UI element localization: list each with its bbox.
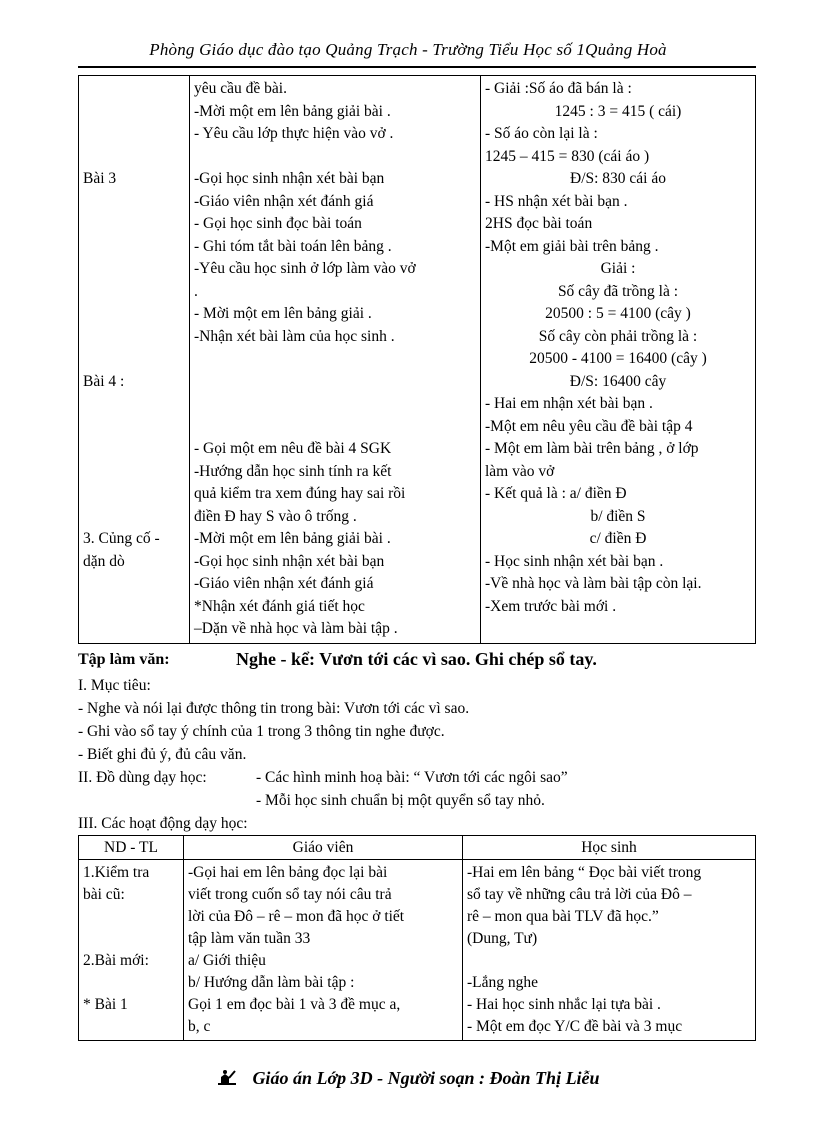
text-line: * Bài 1 (83, 996, 128, 1013)
text-line: Số cây đã trồng là : (557, 282, 679, 300)
text-line: (Dung, Tư) (467, 930, 538, 947)
text-line (194, 146, 476, 169)
text-line (83, 258, 185, 281)
text-line: -Một em giải bài trên bảng . (485, 237, 659, 255)
text-line: -Lắng nghe (467, 974, 539, 991)
student-column (463, 860, 756, 1041)
text-line: Bài 4 : (83, 372, 125, 390)
text-line (467, 950, 751, 972)
text-line: -Gọi học sinh nhận xét bài bạn (194, 552, 385, 570)
objective-item: - Nghe và nói lại được thông tin trong bài: Vươn tới các vì sao. (78, 700, 470, 717)
text-line (83, 213, 185, 236)
section-activities: III. Các hoạt động dạy học: (78, 815, 248, 832)
text-line: - Số áo còn lại là : (485, 125, 598, 142)
text-line: -Một em nêu yêu cầu đề bài tập 4 (485, 417, 693, 435)
materials-heading: II. Đồ dùng dạy học: (78, 769, 207, 786)
text-line: - Kết quả là : a/ điền Đ (485, 485, 627, 502)
text-line: 2HS đọc bài toán (485, 215, 593, 232)
header-cell: Học sinh (463, 836, 756, 860)
text-line: Đ/S: 830 cái áo (570, 170, 666, 187)
text-line (83, 596, 185, 619)
text-line: b/ Hướng dẫn làm bài tập : (188, 974, 355, 991)
text-line: - Yêu cầu lớp thực hiện vào vở . (194, 125, 394, 142)
lesson-title-row (78, 651, 756, 669)
text-line: Giải : (600, 260, 636, 277)
text-line: - Hai học sinh nhắc lại tựa bài . (467, 996, 661, 1013)
text-line: - Giải :Số áo đã bán là : (485, 80, 632, 97)
content-column (79, 860, 184, 1041)
text-line: dặn dò (83, 552, 125, 570)
text-line: –Dặn về nhà học và làm bài tập . (194, 620, 398, 637)
text-line: -Mời một em lên bảng giải bài . (194, 530, 391, 547)
text-line: 2.Bài mới: (83, 952, 149, 969)
text-line: -Nhận xét bài làm của học sinh . (194, 327, 395, 345)
text-line (83, 326, 185, 349)
header-cell: ND - TL (79, 836, 184, 860)
text-line (194, 348, 476, 371)
text-line (83, 101, 185, 124)
text-line: a/ Giới thiệu (188, 952, 266, 969)
text-line (83, 483, 185, 506)
material-item: - Mỗi học sinh chuẩn bị một quyển sổ tay nhỏ. (256, 792, 545, 809)
text-line: - Gọi một em nêu đề bài 4 SGK (194, 440, 392, 457)
text-line: -Giáo viên nhận xét đánh giá (194, 192, 374, 210)
text-line: yêu cầu đề bài. (194, 80, 287, 97)
header-rule (78, 66, 756, 68)
text-line (83, 146, 185, 169)
text-line (83, 506, 185, 529)
text-line: -Hai em lên bảng “ Đọc bài viết trong (467, 864, 702, 881)
text-line: - Một em đọc Y/C đề bài và 3 mục (467, 1018, 683, 1035)
text-line (83, 303, 185, 326)
text-line: 3. Củng cố - (83, 530, 160, 547)
text-line: bài cũ: (83, 886, 125, 903)
text-line: - Một em làm bài trên bảng , ở lớp (485, 440, 699, 457)
lesson-table-2 (78, 835, 756, 1041)
text-line (83, 123, 185, 146)
content-column (79, 76, 190, 644)
text-line: -Gọi học sinh nhận xét bài bạn (194, 170, 385, 187)
text-line: -Gọi hai em lên bảng đọc lại bài (188, 864, 388, 881)
text-line: viết trong cuốn sổ tay nói câu trả (188, 886, 392, 903)
text-line: - Ghi tóm tắt bài toán lên bảng . (194, 237, 392, 255)
text-line (83, 348, 185, 371)
text-line (83, 236, 185, 259)
text-line: lời của Đô – rê – mon đã học ở tiết (188, 908, 405, 925)
text-line (83, 191, 185, 214)
text-line: -Hướng dẫn học sinh tính ra kết (194, 462, 392, 480)
text-line: 1.Kiểm tra (83, 864, 150, 881)
text-line: c/ điền Đ (589, 530, 647, 547)
text-line: Gọi 1 em đọc bài 1 và 3 đề mục a, (188, 996, 401, 1013)
text-line: quả kiểm tra xem đúng hay sai rồi (194, 485, 406, 502)
text-line: 20500 : 5 = 4100 (cây ) (545, 305, 691, 322)
text-line: 1245 : 3 = 415 ( cái) (554, 102, 682, 120)
text-line: - Gọi học sinh đọc bài toán (194, 215, 362, 232)
table-row (79, 860, 756, 1041)
text-line: Số cây còn phải trồng là : (538, 327, 698, 345)
lesson-title: Nghe - kể: Vươn tới các vì sao. Ghi chép sổ tay. (236, 649, 597, 669)
teacher-column (190, 76, 481, 644)
text-line: 1245 – 415 = 830 (cái áo ) (485, 147, 650, 165)
objective-item: - Biết ghi đủ ý, đủ câu văn. (78, 746, 247, 763)
page-header: Phòng Giáo dục đào tạo Quảng Trạch - Trường Tiểu Học số 1Quảng Hoà (149, 40, 667, 59)
text-line: -Mời một em lên bảng giải bài . (194, 102, 391, 120)
text-line (83, 928, 179, 950)
text-line: Đ/S: 16400 cây (569, 372, 667, 390)
header-cell: Giáo viên (184, 836, 463, 860)
material-item: - Các hình minh hoạ bài: “ Vươn tới các ngôi sao” (256, 769, 568, 786)
text-line: -Về nhà học và làm bài tập còn lại. (485, 575, 702, 592)
text-line (194, 393, 476, 416)
text-line: b, c (188, 1018, 211, 1035)
text-line: 20500 - 4100 = 16400 (cây ) (529, 350, 707, 367)
text-line (83, 461, 185, 484)
page-footer (0, 1068, 816, 1089)
text-line: - Mời một em lên bảng giải . (194, 305, 372, 322)
text-line: -Yêu cầu học sinh ở lớp làm vào vở (194, 260, 416, 277)
text-line (194, 416, 476, 439)
text-line: - Học sinh nhận xét bài bạn . (485, 552, 664, 570)
table-row (79, 76, 756, 644)
text-line (83, 1016, 179, 1038)
text-line: tập làm văn tuần 33 (188, 930, 311, 947)
text-line: Bài 3 (83, 170, 117, 187)
text-line: điền Đ hay S vào ô trống . (194, 507, 357, 525)
teacher-column (184, 860, 463, 1041)
text-line: . (194, 282, 198, 300)
lesson-table-1 (78, 75, 756, 644)
text-line (83, 281, 185, 304)
text-line (83, 438, 185, 461)
text-line: làm vào vở (485, 462, 555, 480)
text-line (83, 906, 179, 928)
footer-text: Giáo án Lớp 3D - Người soạn : Đoàn Thị Liễu (252, 1068, 600, 1088)
lesson-label: Tập làm văn: (78, 651, 170, 668)
text-line: b/ điền S (590, 507, 646, 525)
student-column (481, 76, 756, 644)
text-line: - Hai em nhận xét bài bạn . (485, 395, 653, 412)
objective-item: - Ghi vào sổ tay ý chính của 1 trong 3 thông tin nghe được. (78, 723, 445, 740)
text-line (83, 416, 185, 439)
text-line (83, 393, 185, 416)
text-line: rê – mon qua bài TLV đã học.” (467, 908, 659, 925)
text-line (83, 972, 179, 994)
text-line (194, 371, 476, 394)
writing-hand-icon (216, 1068, 238, 1086)
section-materials (78, 769, 756, 787)
text-line (83, 573, 185, 596)
text-line (485, 618, 751, 641)
section-objectives: I. Mục tiêu: (78, 677, 151, 694)
text-line: -Xem trước bài mới . (485, 597, 617, 615)
text-line: -Giáo viên nhận xét đánh giá (194, 575, 374, 592)
table-header-row (79, 836, 756, 860)
text-line: - HS nhận xét bài bạn . (485, 192, 628, 210)
text-line: sổ tay về những câu trả lời của Đô – (467, 886, 692, 903)
text-line (83, 78, 185, 101)
text-line: *Nhận xét đánh giá tiết học (194, 597, 365, 615)
